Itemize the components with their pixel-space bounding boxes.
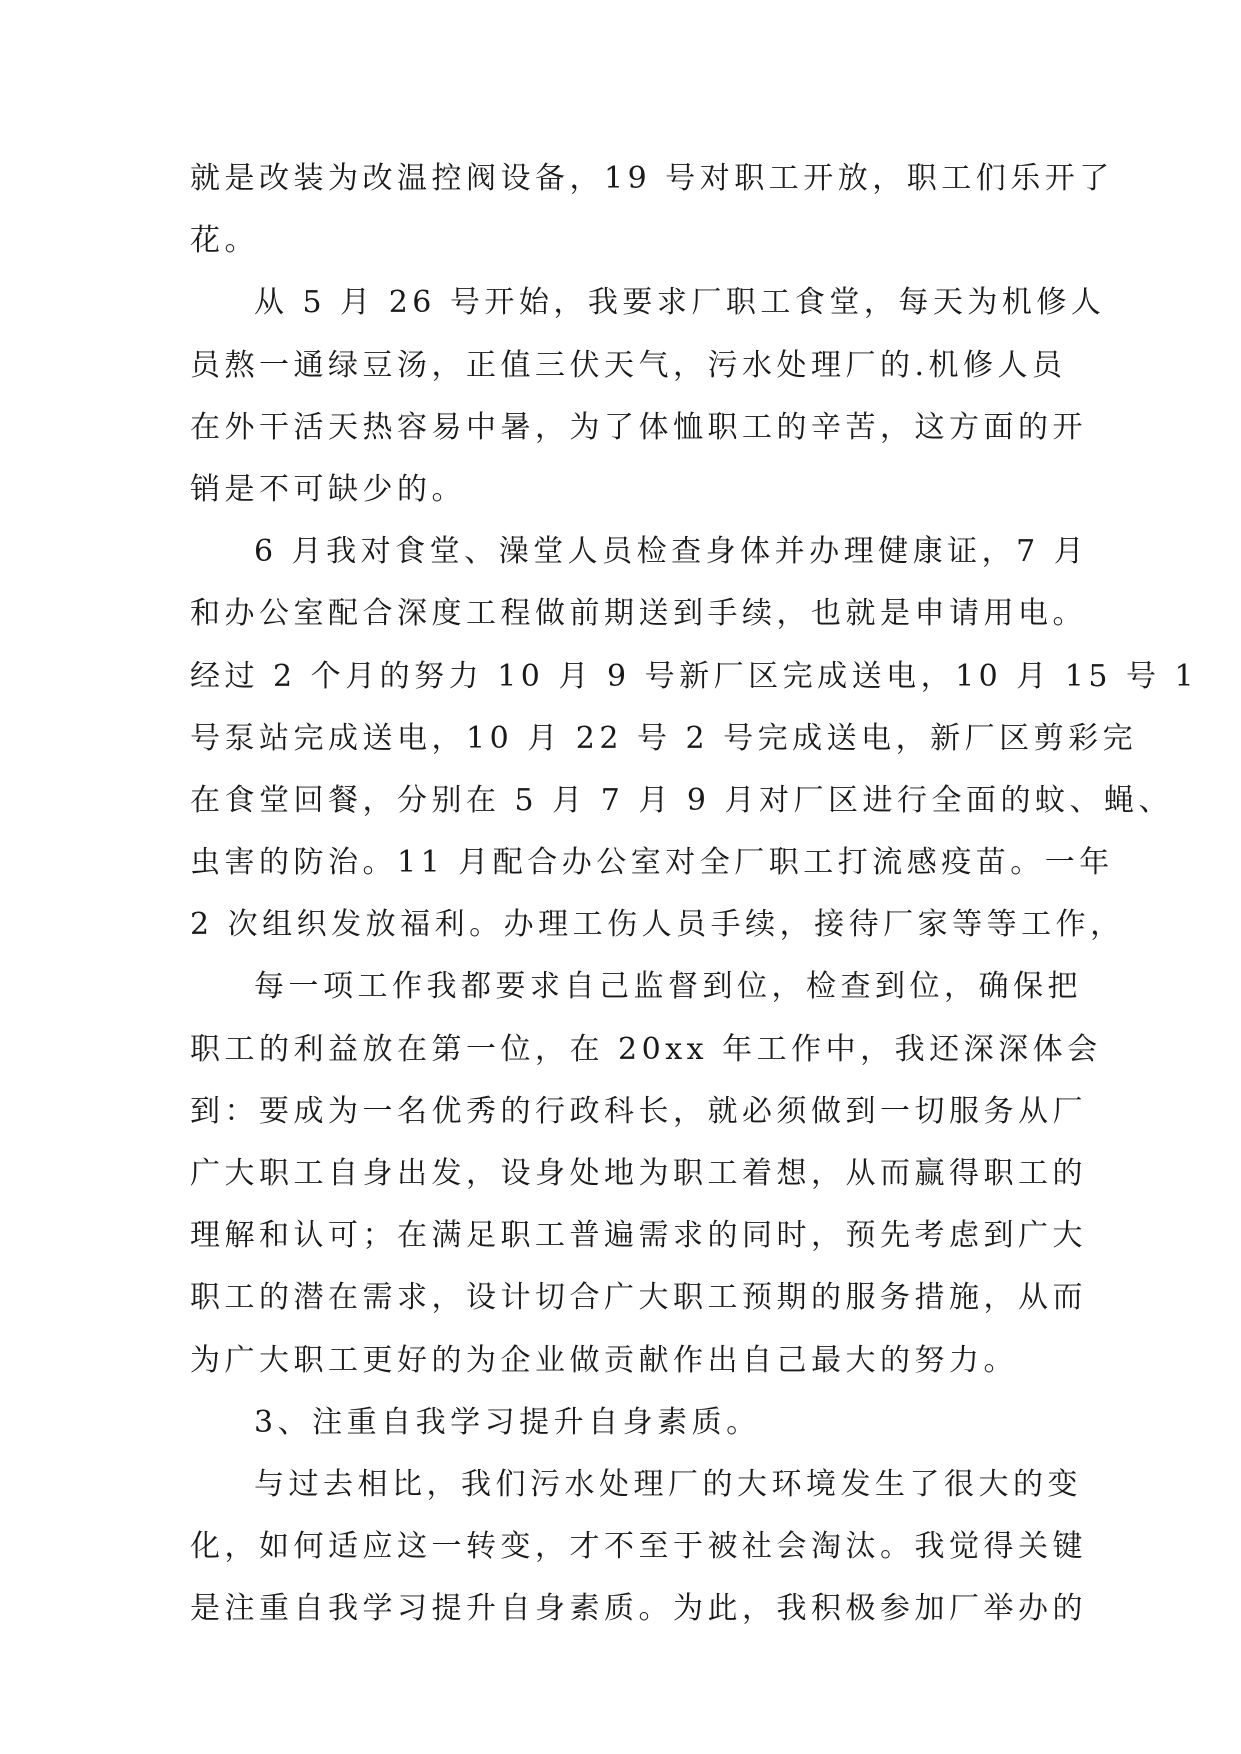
text-line: 与过去相比，我们污水处理厂的大环境发生了很大的变	[254, 1466, 1082, 1502]
text-line: 2 次组织发放福利。办理工伤人员手续，接待厂家等等工作，	[190, 907, 1125, 943]
text-line: 在食堂回餐，分别在 5 月 7 月 9 月对厂区进行全面的蚊、蝇、	[190, 782, 1173, 818]
text-line: 号泵站完成送电，10 月 22 号 2 号完成送电，新厂区剪彩完	[190, 720, 1138, 756]
text-line: 化，如何适应这一转变，才不至于被社会淘汰。我觉得关键	[190, 1529, 1087, 1565]
text-line: 销是不可缺少的。	[190, 471, 466, 507]
text-line: 经过 2 个月的努力 10 月 9 号新厂区完成送电，10 月 15 号 1	[190, 658, 1199, 694]
text-line: 职工的利益放在第一位，在 20xx 年工作中，我还深深体会	[190, 1031, 1102, 1067]
text-line: 在外干活天热容易中暑，为了体恤职工的辛苦，这方面的开	[190, 409, 1087, 445]
text-line: 每一项工作我都要求自己监督到位，检查到位，确保把	[254, 969, 1082, 1005]
text-line: 职工的潜在需求，设计切合广大职工预期的服务措施，从而	[190, 1280, 1087, 1316]
text-line: 员熬一通绿豆汤，正值三伏天气，污水处理厂的.机修人员	[190, 347, 1067, 383]
text-line: 从 5 月 26 号开始，我要求厂职工食堂，每天为机修人	[254, 285, 1106, 321]
text-line: 3、注重自我学习提升自身素质。	[254, 1404, 761, 1440]
text-line: 虫害的防治。11 月配合办公室对全厂职工打流感疫苗。一年	[190, 845, 1114, 881]
text-line: 为广大职工更好的为企业做贡献作出自己最大的努力。	[190, 1342, 1018, 1378]
text-line: 和办公室配合深度工程做前期送到手续，也就是申请用电。	[190, 596, 1087, 632]
text-line: 是注重自我学习提升自身素质。为此，我积极参加厂举办的	[190, 1591, 1087, 1627]
text-line: 到：要成为一名优秀的行政科长，就必须做到一切服务从厂	[190, 1093, 1087, 1129]
text-line: 花。	[190, 223, 259, 259]
text-line: 6 月我对食堂、澡堂人员检查身体并办理健康证，7 月	[254, 534, 1089, 570]
body-text	[190, 148, 1199, 1641]
text-line: 广大职工自身出发，设身处地为职工着想，从而赢得职工的	[190, 1156, 1087, 1191]
text-line: 理解和认可；在满足职工普遍需求的同时，预先考虑到广大	[190, 1218, 1087, 1254]
text-line: 就是改装为改温控阀设备，19 号对职工开放，职工们乐开了	[190, 161, 1114, 196]
